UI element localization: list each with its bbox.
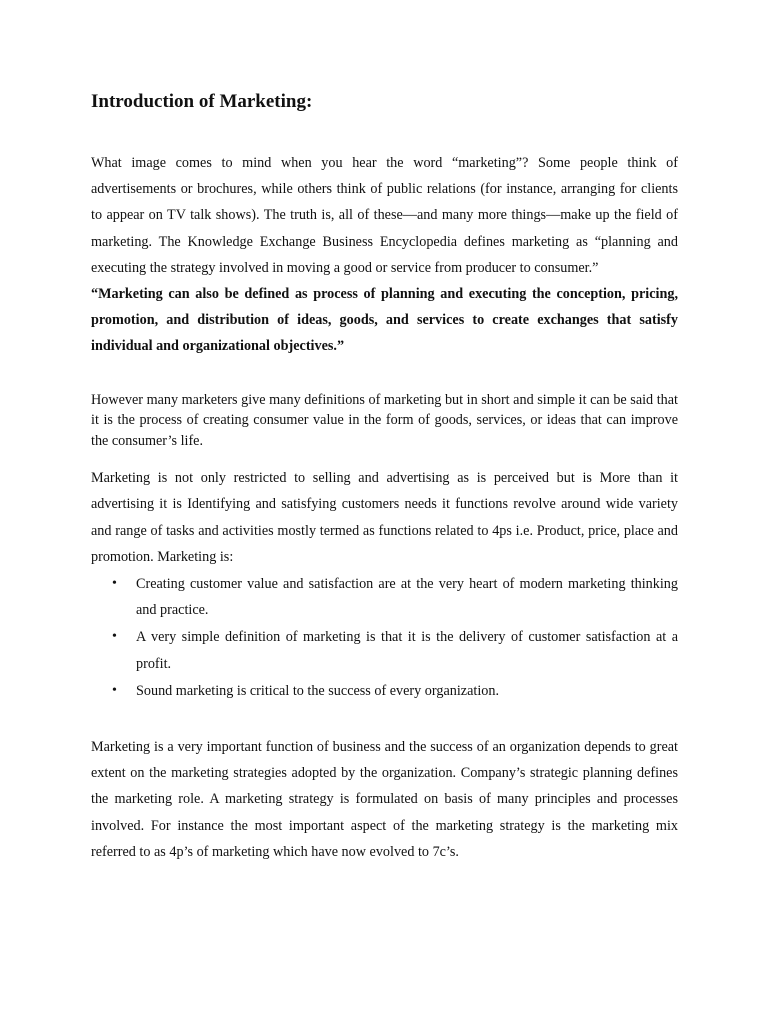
bullet-icon: • (112, 629, 117, 645)
page-title: Introduction of Marketing: (91, 91, 313, 112)
definition-quote: “Marketing can also be defined as process of planning and executing the conception, pricing, promotion, and distribution of ideas, goods, and services to create exchanges that satisfy individual and organizational objectives.” (91, 286, 678, 355)
intro-paragraph: What image comes to mind when you hear the word “marketing”? Some people think of advertisements or brochures, while others think of public relations (for instance, arranging for clients to appear on TV talk shows). The truth is, all of these—and many more things—make up the field of marketing. The Knowledge Exchange Business Encyclopedia defines marketing as “planning and executing the strategy involved in moving a good or service from producer to consumer.” (91, 155, 678, 276)
list-item-text: Sound marketing is critical to the success of every organization. (136, 682, 499, 699)
document-body (91, 88, 678, 865)
scope-paragraph: Marketing is not only restricted to selling and advertising as is perceived but is More than it advertising it is Identifying and satisfying customers needs it functions revolve around wide variety and range of tasks and activities mostly termed as functions related to 4ps i.e. Product, price, place and promotion. Marketing is: (91, 470, 678, 565)
bullet-icon: • (112, 575, 117, 591)
summary-paragraph: However many marketers give many definitions of marketing but in short and simple it can be said that it is the process of creating consumer value in the form of goods, services, or ideas that can improve the consumer’s life. (91, 391, 678, 449)
bullet-icon: • (112, 682, 117, 698)
list-item (91, 624, 678, 676)
list-item (91, 678, 678, 704)
strategy-paragraph: Marketing is a very important function of business and the success of an organization depends to great extent on the marketing strategies adopted by the organization. Company’s strategic planning defines the marketing role. A marketing strategy is formulated on basis of many principles and processes involved. For instance the most important aspect of the marketing strategy is the marketing mix referred to as 4p’s of marketing which have now evolved to 7c’s. (91, 738, 678, 860)
marketing-bullet-list (91, 571, 678, 704)
list-item (91, 571, 678, 623)
list-item-text: A very simple definition of marketing is that it is the delivery of customer satisfaction at a profit. (136, 629, 678, 672)
list-item-text: Creating customer value and satisfaction are at the very heart of modern marketing thinking and practice. (136, 575, 678, 619)
